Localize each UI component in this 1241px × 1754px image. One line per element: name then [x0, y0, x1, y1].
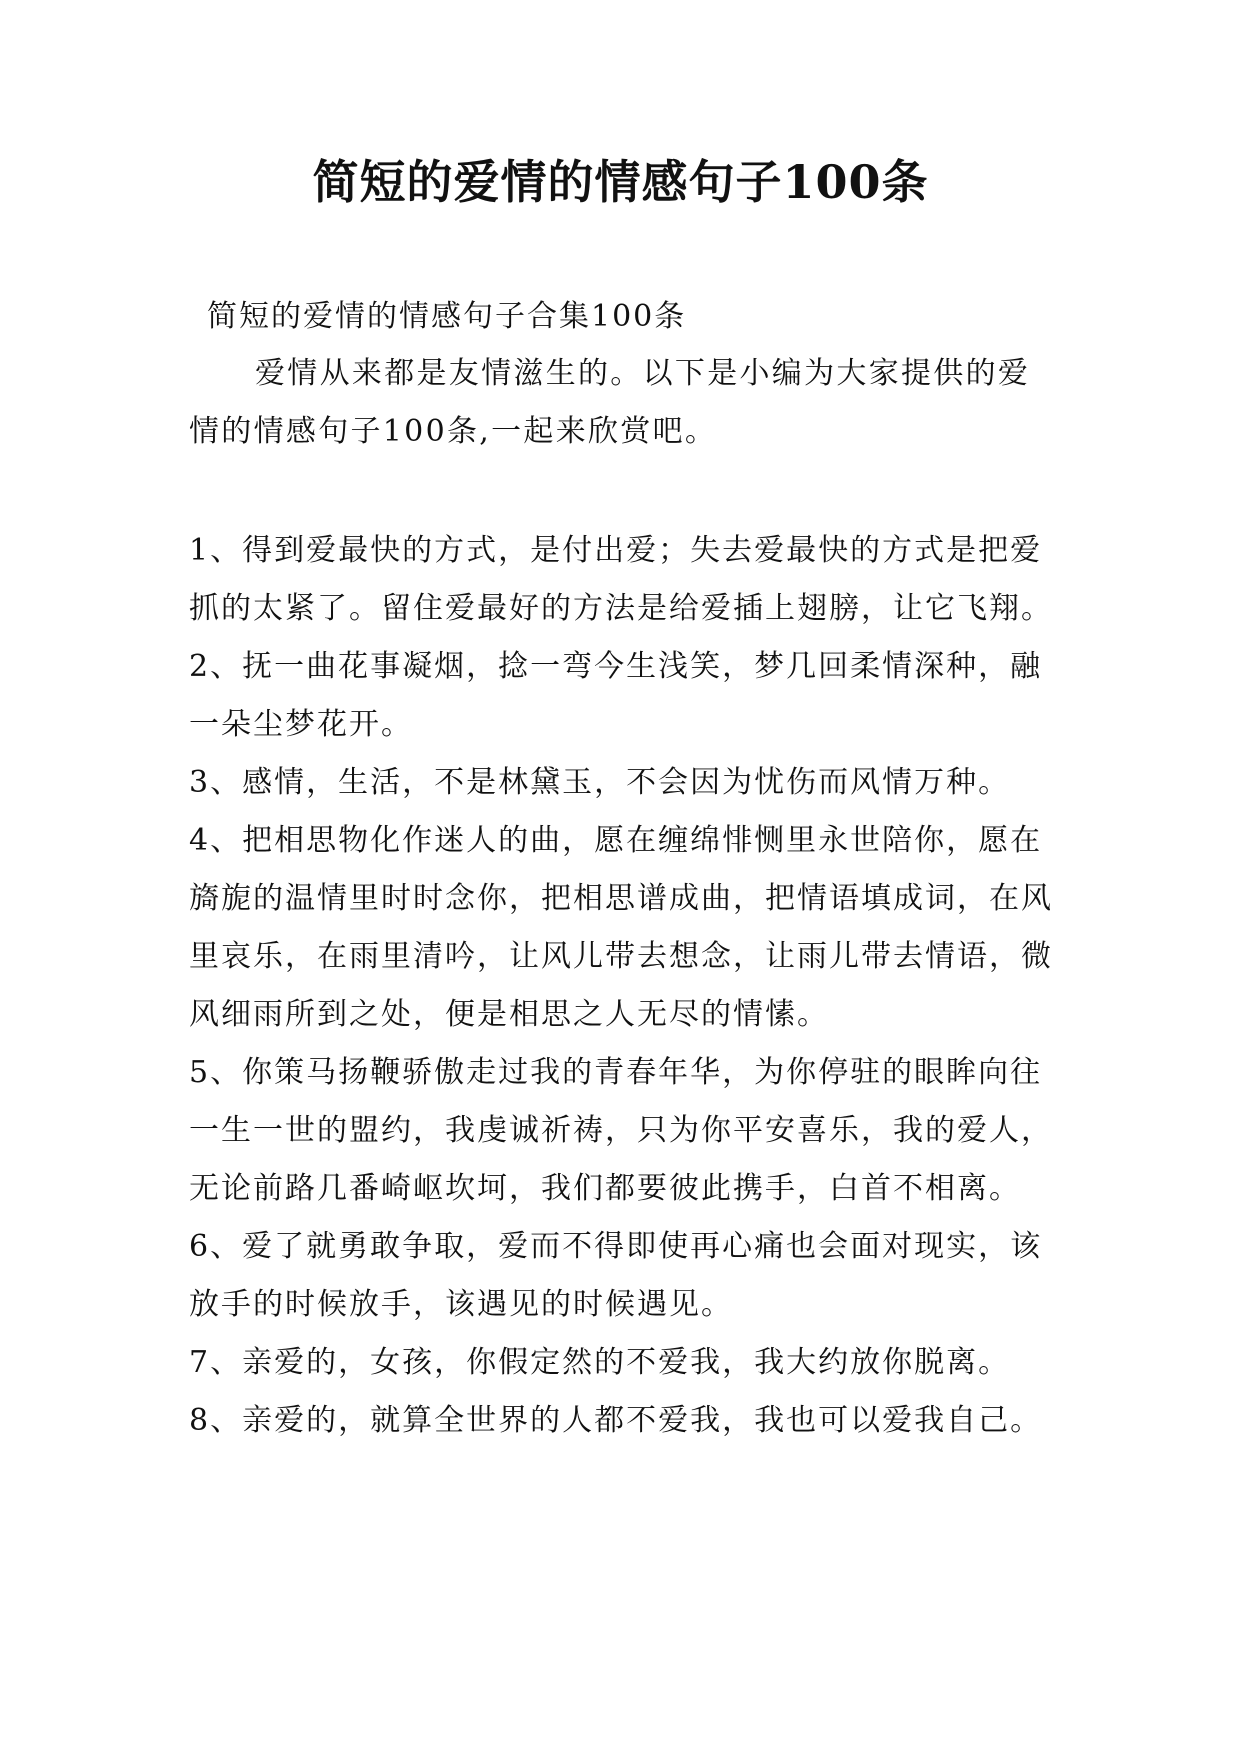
quote-list — [189, 522, 1054, 1450]
quote-item: 2、抚一曲花事凝烟，捻一弯今生浅笑，梦几回柔情深种，融一朵尘梦花开。 — [189, 649, 1043, 742]
quote-item: 6、爱了就勇敢争取，爱而不得即使再心痛也会面对现实，该放手的时候放手，该遇见的时候遇见。 — [189, 1229, 1043, 1322]
quote-item: 1、得到爱最快的方式，是付出爱；失去爱最快的方式是把爱抓的太紧了。留住爱最好的方法是给爱插上翅膀，让它飞翔。 — [189, 533, 1053, 626]
intro-paragraph: 爱情从来都是友情滋生的。以下是小编为大家提供的爱情的情感句子100条,一起来欣赏吧。 — [189, 356, 1031, 449]
quote-item: 5、你策马扬鞭骄傲走过我的青春年华，为你停驻的眼眸向往一生一世的盟约，我虔诚祈祷，只为你平安喜乐，我的爱人，无论前路几番崎岖坎坷，我们都要彼此携手，白首不相离。 — [189, 1055, 1053, 1206]
quote-item: 3、感情，生活，不是林黛玉，不会因为忧伤而风情万种。 — [189, 765, 1011, 800]
quote-item: 8、亲爱的，就算全世界的人都不爱我，我也可以爱我自己。 — [189, 1403, 1043, 1438]
document-title: 简短的爱情的情感句子100条 — [312, 155, 929, 209]
quote-item: 7、亲爱的，女孩，你假定然的不爱我，我大约放你脱离。 — [189, 1345, 1011, 1380]
document-subtitle: 简短的爱情的情感句子合集100条 — [207, 299, 687, 334]
quote-item: 4、把相思物化作迷人的曲，愿在缠绵悱恻里永世陪你，愿在旖旎的温情里时时念你，把相思谱成曲，把情语填成词，在风里哀乐，在雨里清吟，让风儿带去想念，让雨儿带去情语，微风细雨所到之处，便是相思之人无尽的情愫。 — [189, 823, 1053, 1032]
